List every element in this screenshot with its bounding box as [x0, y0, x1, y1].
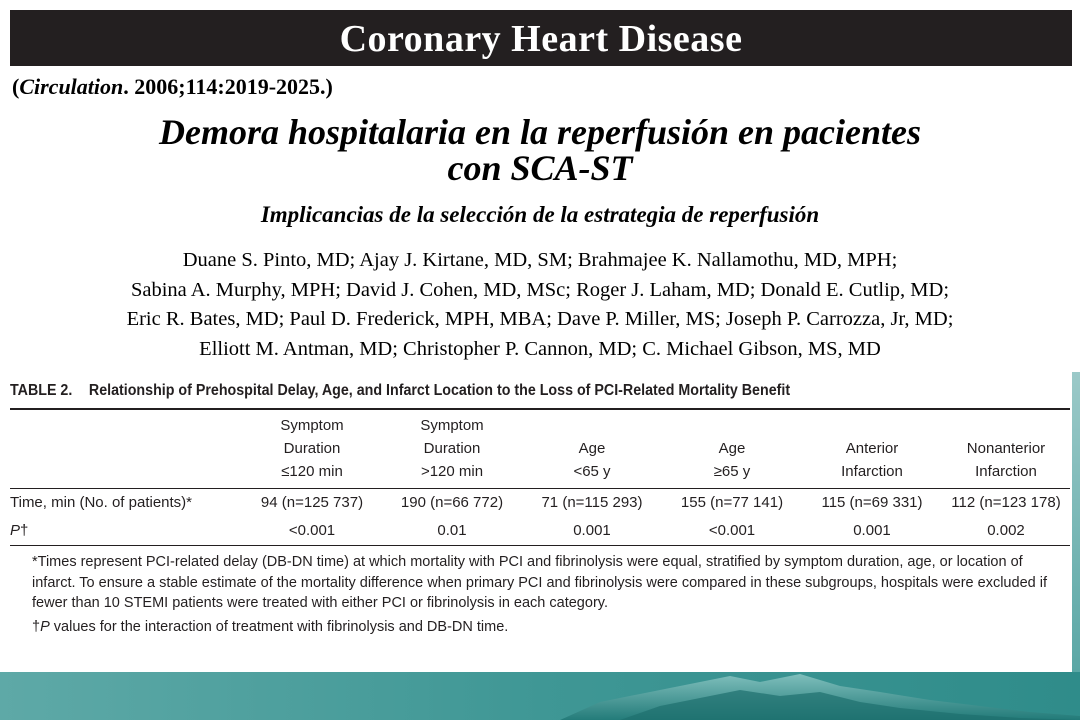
citation-details: . 2006;114:2019-2025.)	[123, 74, 333, 99]
author-list	[0, 246, 1080, 364]
column-header-line: Infarction	[975, 463, 1037, 480]
table-2	[10, 382, 1070, 637]
column-header-line: Infarction	[841, 463, 903, 480]
row-label	[10, 517, 242, 546]
table-cell: 0.001	[573, 522, 611, 539]
table-cell: 115 (n=69 331)	[821, 494, 923, 511]
column-header-line: Duration	[283, 440, 341, 457]
table-header-row	[10, 410, 1070, 489]
column-header	[522, 410, 662, 489]
table-label: TABLE 2.	[10, 382, 73, 399]
table-cell: 0.001	[853, 522, 891, 539]
article-title-line1: Demora hospitalaria en la reperfusión en pacientes	[158, 112, 922, 152]
column-header-line: Symptom	[280, 417, 344, 434]
footnote-asterisk: *Times represent PCI-related delay (DB-DN time) at which mortality with PCI and fibrinolysis were equal, stratified by symptom duration, age, or location of infarct. To ensure a stable estimate of the mortality difference when primary PCI and fibrinolysis were compared in these subgroups, hospitals were excluded if fewer than 10 STEMI patients were treated with either PCI or fibrinolysis in each category.	[32, 554, 1047, 611]
journal-section-banner: Coronary Heart Disease	[10, 10, 1072, 66]
table-row	[10, 517, 1070, 546]
table-cell: 0.002	[987, 522, 1025, 539]
slide-footer-band	[0, 672, 1080, 720]
mountain-landscape-graphic	[0, 672, 1080, 720]
row-label: Time, min (No. of patients)*	[10, 494, 192, 511]
column-header-empty	[10, 410, 242, 489]
author-line: Eric R. Bates, MD; Paul D. Frederick, MPH, MBA; Dave P. Miller, MS; Joseph P. Carrozza, Jr, MD;	[126, 308, 954, 330]
footnote-dagger-italic: P	[40, 618, 50, 635]
table-cell: 112 (n=123 178)	[951, 494, 1061, 511]
column-header	[942, 410, 1070, 489]
column-header	[242, 410, 382, 489]
column-header-line: Age	[578, 440, 606, 457]
article-title-line2: con SCA-ST	[447, 148, 633, 188]
footnote-dagger	[10, 617, 1070, 638]
footnote-dagger-symbol: †	[32, 618, 41, 635]
column-header	[802, 410, 942, 489]
author-line: Sabina A. Murphy, MPH; David J. Cohen, MD, MSc; Roger J. Laham, MD; Donald E. Cutlip, MD;	[130, 278, 950, 301]
citation	[12, 74, 333, 100]
data-table	[10, 410, 1070, 546]
column-header-line: <65 y	[573, 463, 611, 480]
column-header-line: >120 min	[420, 463, 484, 480]
column-header-line: Duration	[423, 440, 481, 457]
column-header	[382, 410, 522, 489]
table-caption-text: Relationship of Prehospital Delay, Age, and Infarct Location to the Loss of PCI-Related Mortality Benefit	[88, 382, 791, 399]
column-header-line: Symptom	[420, 417, 484, 434]
table-cell: <0.001	[708, 522, 756, 539]
table-cell: 94 (n=125 737)	[260, 494, 364, 511]
author-line: Elliott M. Antman, MD; Christopher P. Cannon, MD; C. Michael Gibson, MS, MD	[199, 337, 881, 360]
citation-journal: Circulation	[19, 74, 124, 99]
article-subtitle: Implicancias de la selección de la estrategia de reperfusión	[260, 202, 820, 227]
column-header-line: ≥65 y	[713, 463, 751, 480]
column-header	[662, 410, 802, 489]
column-header-line: Nonanterior	[966, 440, 1046, 457]
column-header-line: Anterior	[845, 440, 899, 457]
table-cell: <0.001	[288, 522, 336, 539]
table-cell: 71 (n=115 293)	[541, 494, 643, 511]
author-line: Duane S. Pinto, MD; Ajay J. Kirtane, MD, SM; Brahmajee K. Nallamothu, MD, MPH;	[182, 249, 898, 271]
row-label-italic: P	[10, 522, 21, 539]
slide-edge-decoration	[1072, 372, 1080, 672]
footnote-dagger-text: values for the interaction of treatment with fibrinolysis and DB-DN time.	[49, 618, 509, 635]
table-cell: 155 (n=77 141)	[680, 494, 784, 511]
table-cell: 0.01	[437, 522, 467, 539]
column-header-line: Age	[718, 440, 746, 457]
table-cell: 190 (n=66 772)	[400, 494, 504, 511]
table-footnotes	[10, 552, 1070, 637]
row-label-suffix: †	[20, 522, 29, 539]
citation-open: (	[12, 74, 20, 99]
table-row	[10, 489, 1070, 518]
column-header-line: ≤120 min	[281, 463, 343, 480]
table-caption	[10, 382, 985, 400]
